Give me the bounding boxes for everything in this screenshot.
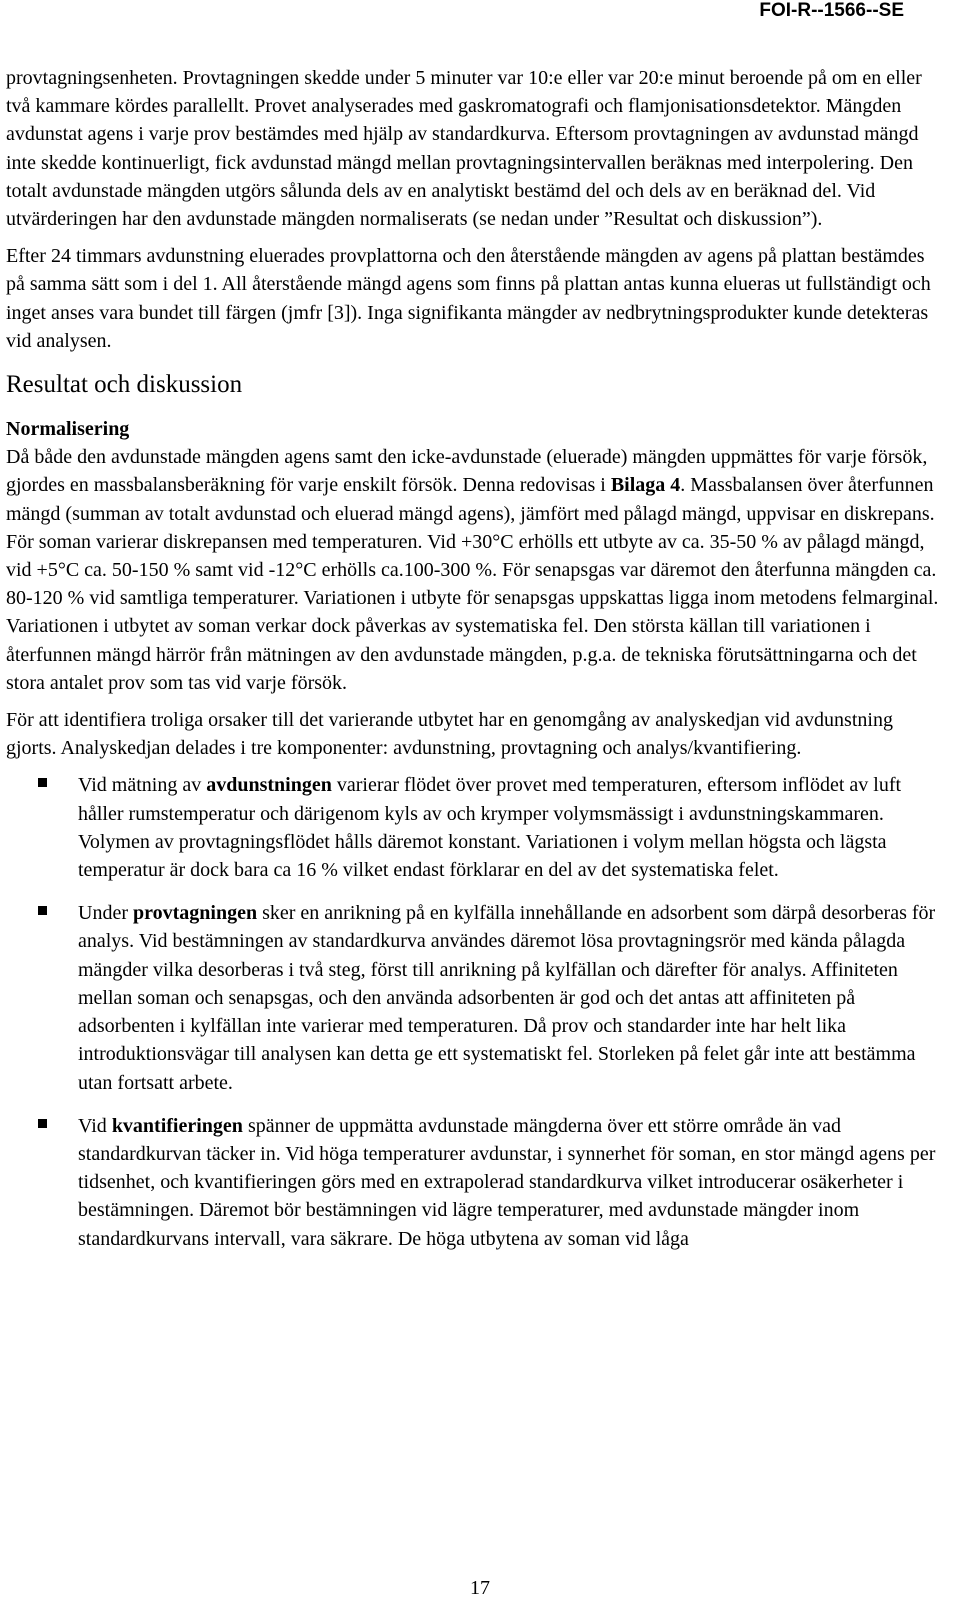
bullet-list — [6, 771, 946, 1252]
subheading: Normalisering — [6, 418, 130, 441]
square-bullet-icon — [38, 778, 47, 787]
paragraph: provtagningsenheten. Provtagningen skedde under 5 minuter var 10:e eller var 20:e minut beroende på om en eller två kammare kördes parallellt. Provet analyserades med gaskromatografi och flamjonisationsdetektor. Mängden avdunstat agens i varje prov bestämdes med hjälp av standardkurva. Eftersom provtagningen av avdunstad mängd inte skedde kontinuerligt, fick avdunstad mängd mellan provtagningsintervallen beräknas med interpolering. Den totalt avdunstade mängden utgörs sålunda dels av en analytiskt bestämd del och dels av en beräknad del. Vid utvärderingen har den avdunstade mängden normaliserats (se nedan under ”Resultat och diskussion”). — [6, 67, 922, 231]
bilaga-reference: Bilaga 4 — [610, 474, 681, 497]
page-number: 17 — [470, 1577, 490, 1599]
document-body — [6, 64, 946, 1268]
paragraph: För att identifiera troliga orsaker till det varierande utbytet har en genomgång av analyskedjan vid avdunstning gjorts. Analyskedjan delades i tre komponenter: avdunstning, provtagning och analys/kvantifiering. — [6, 709, 893, 760]
square-bullet-icon — [38, 1119, 47, 1128]
list-item-keyword: kvantifieringen — [111, 1114, 243, 1137]
paragraph-text: Då både den avdunstade mängden agens samt den icke-avdunstade (eluerade) mängden uppmättes för varje försök, gjordes en massbalansberäkning för varje enskilt försök. Denna redovisas i — [6, 446, 928, 497]
list-item-text: Under — [78, 902, 133, 925]
list-item — [6, 1112, 946, 1253]
section-heading: Resultat och diskussion — [6, 371, 243, 399]
paragraph-text: . Massbalansen över återfunnen mängd (summan av totalt avdunstad och eluerad mängd agens), jämfört med pålagd mängd, uppvisar en diskrepans. För soman varierar diskrepansen med temperaturen. Vid +30°C erhölls ett utbyte av ca. 35-50 % av pålagd mängd, vid +5°C ca. 50-150 % samt vid -12°C erhölls ca.100-300 %. För senapsgas var däremot den återfunna mängden ca. 80-120 % vid samtliga temperaturer. Variationen i utbyte för senapsgas uppskattas ligga inom metodens felmarginal. Variationen i utbytet av soman verkar dock påverkas av systematiska fel. Den största källan till variationen i återfunnen mängd härrör från mätningen av den avdunstade mängden, p.g.a. de tekniska förutsättningarna och det stora antalet prov som tas vid varje försök. — [6, 474, 939, 694]
list-item-text: sker en anrikning på en kylfälla innehållande en adsorbent som därpå desorberas för analys. Vid bestämningen av standardkurva användes däremot lösa provtagningsrör med kända pålagda mängder vilka desorberas i två steg, först till anrikning på kylfällan och därefter för analys. Affiniteten mellan soman och senapsgas, och den använda adsorbenten är god och det antas att affiniteten på adsorbenten i kylfällan inte varierar med temperaturen. Då prov och standarder inte har helt lika introduktionsvägar till analysen kan detta ge ett systematiskt fel. Storleken på felet går inte att bestämma utan fortsatt arbete. — [78, 902, 936, 1094]
paragraph: Efter 24 timmars avdunstning eluerades provplattorna och den återstående mängden av agens på plattan bestämdes på samma sätt som i del 1. All återstående mängd agens som finns på plattan antas kunna elueras ut fullständigt och inget anses vara bundet till färgen (jmfr [3]). Inga signifikanta mängder av nedbrytningsprodukter kunde detekteras vid analysen. — [6, 245, 931, 352]
list-item-text: Vid mätning av — [78, 774, 207, 797]
list-item-text: spänner de uppmätta avdunstade mängderna över ett större område än vad standardkurvan täcker in. Vid höga temperaturer avdunstar, i synnerhet för soman, en stor mängd agens per tidsenhet, och kvantifieringen görs med en extrapolerad standardkurva vilket introducerar osäkerheter i bestämningen. Däremot bör bestämningen vid lägre temperaturer, med avdunstade mängder inom standardkurvans intervall, vara säkrare. De höga utbytena av soman vid låga — [78, 1114, 936, 1250]
list-item-keyword: provtagningen — [132, 902, 258, 925]
paragraph — [6, 443, 946, 697]
square-bullet-icon — [38, 906, 47, 915]
list-item — [6, 899, 946, 1096]
list-item-text: varierar flödet över provet med temperaturen, eftersom inflödet av luft håller rumstemperatur och därigenom kyls av och krymper volymsmässigt i avdunstningskammaren. Volymen av provtagningsflödet hålls däremot konstant. Variationen i volym mellan högsta och lägsta temperatur är dock bara ca 16 % vilket endast förklarar en del av det systematiska felet. — [78, 774, 902, 882]
report-id: FOI-R--1566--SE — [759, 0, 904, 21]
list-item-keyword: avdunstningen — [206, 774, 332, 797]
list-item-text: Vid — [78, 1114, 112, 1137]
list-item — [6, 771, 946, 884]
